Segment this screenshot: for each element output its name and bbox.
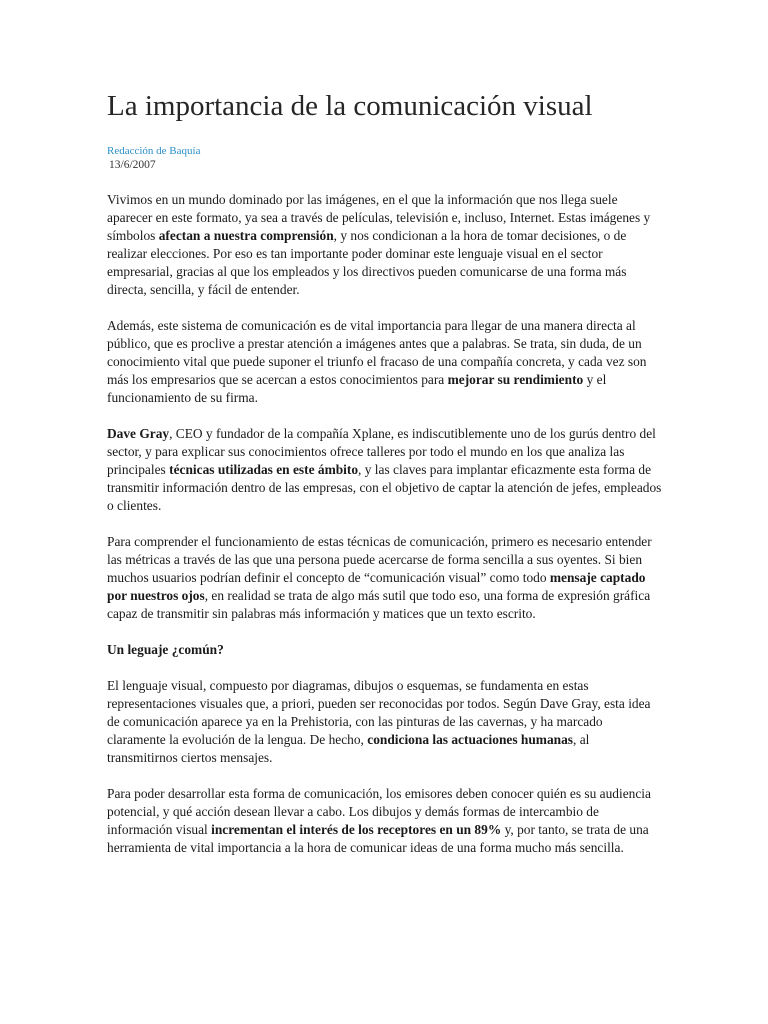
- subheading: Un leguaje ¿común?: [107, 642, 224, 657]
- text-run: y, por tanto, se trata de una herramienta de vital importancia a la hora de comunicar ideas de una forma mucho más sencilla.: [107, 822, 649, 855]
- emphasis: Dave Gray: [107, 426, 170, 441]
- text-run: Para comprender el funcionamiento de estas técnicas de comunicación, primero es necesario entender las métricas a través de las que una persona puede acercarse de forma sencilla a sus oyentes. Si bien muchos usuarios podrían definir el concepto de “comunicación visual” como todo: [107, 534, 652, 585]
- text-run: , CEO y fundador de la compañía Xplane, es indiscutiblemente uno de los gurús dentro del sector, y para explicar sus conocimientos ofrece talleres por todo el mundo en los que analiza las principales: [107, 426, 656, 477]
- emphasis: mensaje captado por nuestros ojos: [107, 570, 646, 603]
- text-run: y el funcionamiento de su firma.: [107, 372, 607, 405]
- text-run: , y las claves para implantar eficazmente esta forma de transmitir información dentro de las empresas, con el objetivo de captar la atención de jefes, empleados o clientes.: [107, 462, 662, 513]
- paragraph-1: [107, 191, 662, 299]
- paragraph-4: [107, 533, 662, 623]
- emphasis: incrementan el interés de los receptores en un 89%: [211, 822, 502, 837]
- paragraph-2: [107, 317, 662, 407]
- paragraph-5: [107, 677, 662, 767]
- author-link[interactable]: Redacción de Baquía: [107, 145, 201, 157]
- emphasis: mejorar su rendimiento: [447, 372, 584, 387]
- text-run: Para poder desarrollar esta forma de comunicación, los emisores deben conocer quién es su audiencia potencial, y qué acción desean llevar a cabo. Los dibujos y demás formas de intercambio de información visual: [107, 786, 651, 837]
- text-run: El lenguaje visual, compuesto por diagramas, dibujos o esquemas, se fundamenta en estas representaciones visuales que, a priori, pueden ser reconocidas por todos. Según Dave Gray, esta idea de comunicación aparece ya en la Prehistoria, con las pinturas de las cavernas, y ha marcado claramente la evolución de la lengua. De hecho,: [107, 678, 651, 747]
- emphasis: afectan a nuestra comprensión: [158, 228, 334, 243]
- text-run: Vivimos en un mundo dominado por las imágenes, en el que la información que nos llega suele aparecer en este formato, ya sea a través de películas, televisión e, incluso, Internet. Estas imágenes y símbolos: [107, 192, 651, 243]
- paragraph-3: [107, 425, 662, 515]
- article-body: [107, 191, 662, 875]
- article-date: 13/6/2007: [109, 159, 156, 171]
- emphasis: técnicas utilizadas en este ámbito: [169, 462, 359, 477]
- text-run: , y nos condicionan a la hora de tomar decisiones, o de realizar elecciones. Por eso es tan importante poder dominar este lenguaje visual en el sector empresarial, gracias al que los empleados y los directivos pueden comunicarse de una forma más directa, sencilla, y fácil de entender.: [107, 228, 627, 297]
- emphasis: condiciona las actuaciones humanas: [367, 732, 573, 747]
- text-run: Además, este sistema de comunicación es de vital importancia para llegar de una manera directa al público, que es proclive a prestar atención a imágenes antes que a palabras. Se trata, sin duda, de un conocimiento vital que puede suponer el triunfo el fracaso de una compañía concreta, y cada vez son más los empresarios que se acercan a estos conocimientos para: [107, 318, 647, 387]
- text-run: , en realidad se trata de algo más sutil que todo eso, una forma de expresión gráfica capaz de transmitir sin palabras más información y matices que un texto escrito.: [107, 588, 651, 621]
- paragraph-6: [107, 785, 662, 857]
- text-run: , al transmitirnos ciertos mensajes.: [107, 732, 590, 765]
- article-title: La importancia de la comunicación visual: [107, 90, 593, 122]
